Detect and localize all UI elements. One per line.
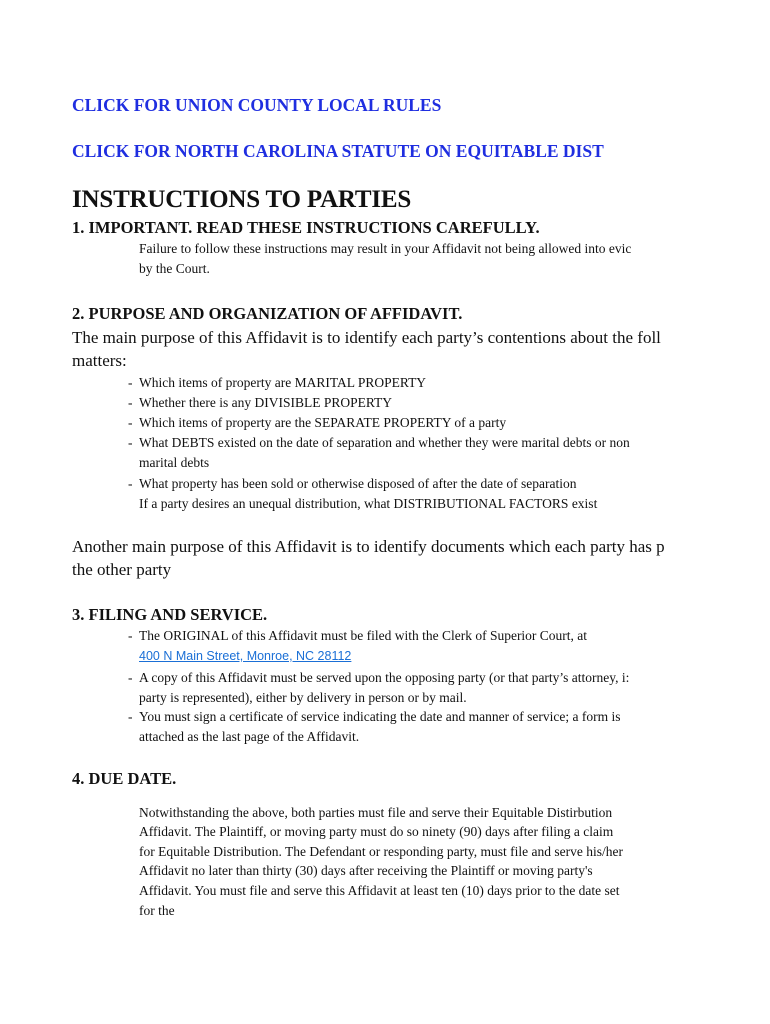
list-item-text: Which items of property are MARITAL PROPERTY: [139, 375, 427, 390]
list-item-continuation: attached as the last page of the Affidavit.: [139, 729, 360, 744]
section-1-text-line-2: by the Court.: [139, 261, 210, 276]
list-item-text: What property has been sold or otherwise disposed of after the date of separation: [139, 476, 577, 491]
list-item-continuation: party is represented), either by delivery in person or by mail.: [139, 690, 467, 705]
section-3-heading: 3. FILING AND SERVICE.: [72, 605, 268, 624]
list-item: - A copy of this Affidavit must be served upon the opposing party (or that party’s attorney, i: party is represented), either by delivery in person or by mail.: [128, 668, 629, 708]
section-4-heading: 4. DUE DATE.: [72, 769, 177, 788]
court-address-link[interactable]: 400 N Main Street, Monroe, NC 28112: [139, 649, 352, 663]
section-2-outro-line-2: the other party: [72, 560, 172, 579]
list-item-text: You must sign a certificate of service indicating the date and manner of service; a form is: [139, 709, 621, 724]
section-4-text-line: for the: [139, 903, 175, 918]
section-1-heading: 1. IMPORTANT. READ THESE INSTRUCTIONS CAREFULLY.: [72, 218, 540, 237]
list-item-text: What DEBTS existed on the date of separation and whether they were marital debts or non: [139, 435, 630, 450]
section-4-text-line: Affidavit no later than thirty (30) days after receiving the Plaintiff or moving party's: [139, 863, 593, 878]
list-item-text: Whether there is any DIVISIBLE PROPERTY: [139, 395, 393, 410]
list-item: - The ORIGINAL of this Affidavit must be filed with the Clerk of Superior Court, at 400 N Main Street, Monroe, NC 28112: [128, 628, 588, 663]
list-item-continuation: If a party desires an unequal distribution, what DISTRIBUTIONAL FACTORS exist: [139, 496, 598, 511]
equitable-distribution-statute-link[interactable]: CLICK FOR NORTH CAROLINA STATUTE ON EQUITABLE DIST: [72, 141, 604, 161]
list-item: - Whether there is any DIVISIBLE PROPERTY: [128, 395, 393, 410]
section-1-text-line-1: Failure to follow these instructions may result in your Affidavit not being allowed into evic: [139, 241, 632, 256]
section-4-text-line: for Equitable Distribution. The Defendant or responding party, must file and serve his/her: [139, 844, 624, 859]
section-2-intro-line-1: The main purpose of this Affidavit is to identify each party’s contentions about the foll: [72, 328, 661, 347]
list-item: - Which items of property are the SEPARATE PROPERTY of a party: [128, 415, 507, 430]
local-rules-link[interactable]: CLICK FOR UNION COUNTY LOCAL RULES: [72, 95, 442, 115]
page-title: INSTRUCTIONS TO PARTIES: [72, 186, 412, 213]
section-4-text-line: Affidavit. The Plaintiff, or moving party must do so ninety (90) days after filing a claim: [139, 824, 614, 839]
section-4-text-line: Affidavit. You must file and serve this Affidavit at least ten (10) days prior to the date set: [139, 883, 620, 898]
section-2-intro-line-2: matters:: [72, 351, 127, 370]
section-2-heading: 2. PURPOSE AND ORGANIZATION OF AFFIDAVIT.: [72, 304, 463, 323]
list-item-text: A copy of this Affidavit must be served upon the opposing party (or that party’s attorney, i:: [139, 670, 630, 685]
list-item: - Which items of property are MARITAL PROPERTY: [128, 375, 427, 390]
list-item-text: The ORIGINAL of this Affidavit must be filed with the Clerk of Superior Court, at: [139, 628, 588, 643]
list-item: - You must sign a certificate of service indicating the date and manner of service; a form is attached as the last page of the Affidavit.: [128, 707, 620, 747]
section-2-outro-line-1: Another main purpose of this Affidavit is to identify documents which each party has p: [72, 537, 665, 556]
list-item-continuation: marital debts: [139, 455, 210, 470]
section-4-text-line: Notwithstanding the above, both parties must file and serve their Equitable Distirbution: [139, 805, 613, 820]
list-item: - What DEBTS existed on the date of separation and whether they were marital debts or non marital debts: [128, 433, 630, 473]
list-item: - What property has been sold or otherwise disposed of after the date of separation If a party desires an unequal distribution, what DISTRIBUTIONAL FACTORS exist: [128, 474, 597, 514]
list-item-text: Which items of property are the SEPARATE PROPERTY of a party: [139, 415, 507, 430]
